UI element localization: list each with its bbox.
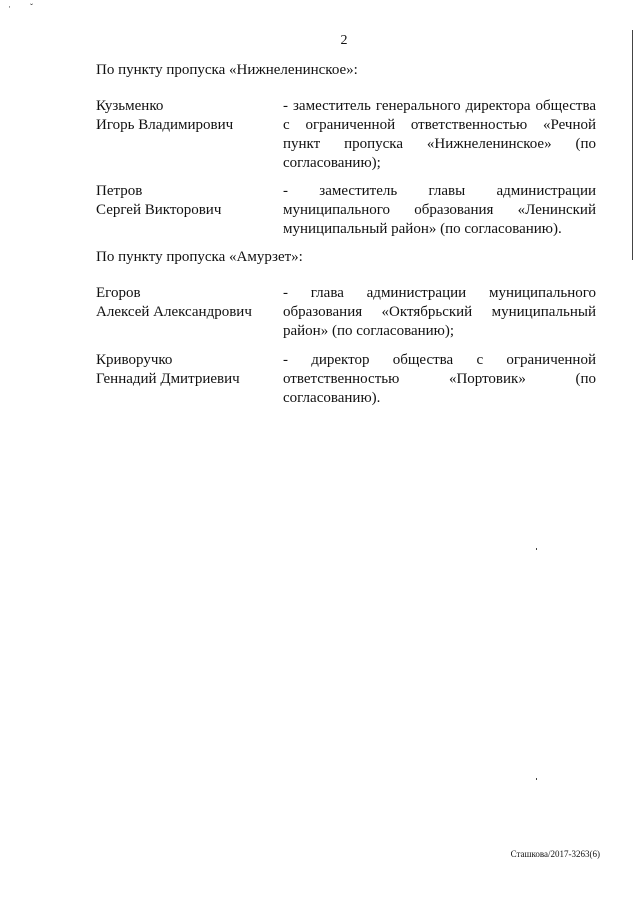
scan-edge-line xyxy=(632,30,633,260)
member-surname: Петров xyxy=(96,183,143,199)
member-name-kuzmenko xyxy=(96,97,276,135)
document-reference-code: Сташкова/2017-3263(6) xyxy=(510,849,600,859)
member-given-names: Сергей Викторович xyxy=(96,202,222,218)
member-given-names: Игорь Владимирович xyxy=(96,117,234,133)
member-role-egorov: - глава администрации муниципального образования «Октябрьский муниципальный район» (по согласованию); xyxy=(283,285,596,339)
member-surname: Егоров xyxy=(96,285,141,301)
scan-speck xyxy=(536,778,537,780)
section-heading-amurzet: По пункту пропуска «Амурзет»: xyxy=(96,249,303,265)
scan-artifact-mark: · xyxy=(8,2,11,12)
member-name-egorov xyxy=(96,284,276,322)
member-role-krivoruchko: - директор общества с ограниченной ответственностью «Портовик» (по согласованию). xyxy=(283,352,596,406)
member-given-names: Алексей Александрович xyxy=(96,304,252,320)
scan-speck xyxy=(536,548,537,550)
member-role-kuzmenko: - заместитель генерального директора общества с ограниченной ответственностью «Речной пункт пропуска «Нижнеленинское» (по согласованию); xyxy=(283,98,596,171)
member-role-petrov: - заместитель главы администрации муниципального образования «Ленинский муниципальный район» (по согласованию). xyxy=(283,183,596,237)
section-heading-nizhneleninskoe: По пункту пропуска «Нижнеленинское»: xyxy=(96,62,358,78)
member-given-names: Геннадий Дмитриевич xyxy=(96,371,240,387)
page-number: 2 xyxy=(340,33,348,48)
member-name-krivoruchko xyxy=(96,351,276,389)
member-name-petrov xyxy=(96,182,276,220)
scan-artifact-mark: ˇ xyxy=(30,2,33,12)
member-surname: Криворучко xyxy=(96,352,173,368)
member-surname: Кузьменко xyxy=(96,98,164,114)
